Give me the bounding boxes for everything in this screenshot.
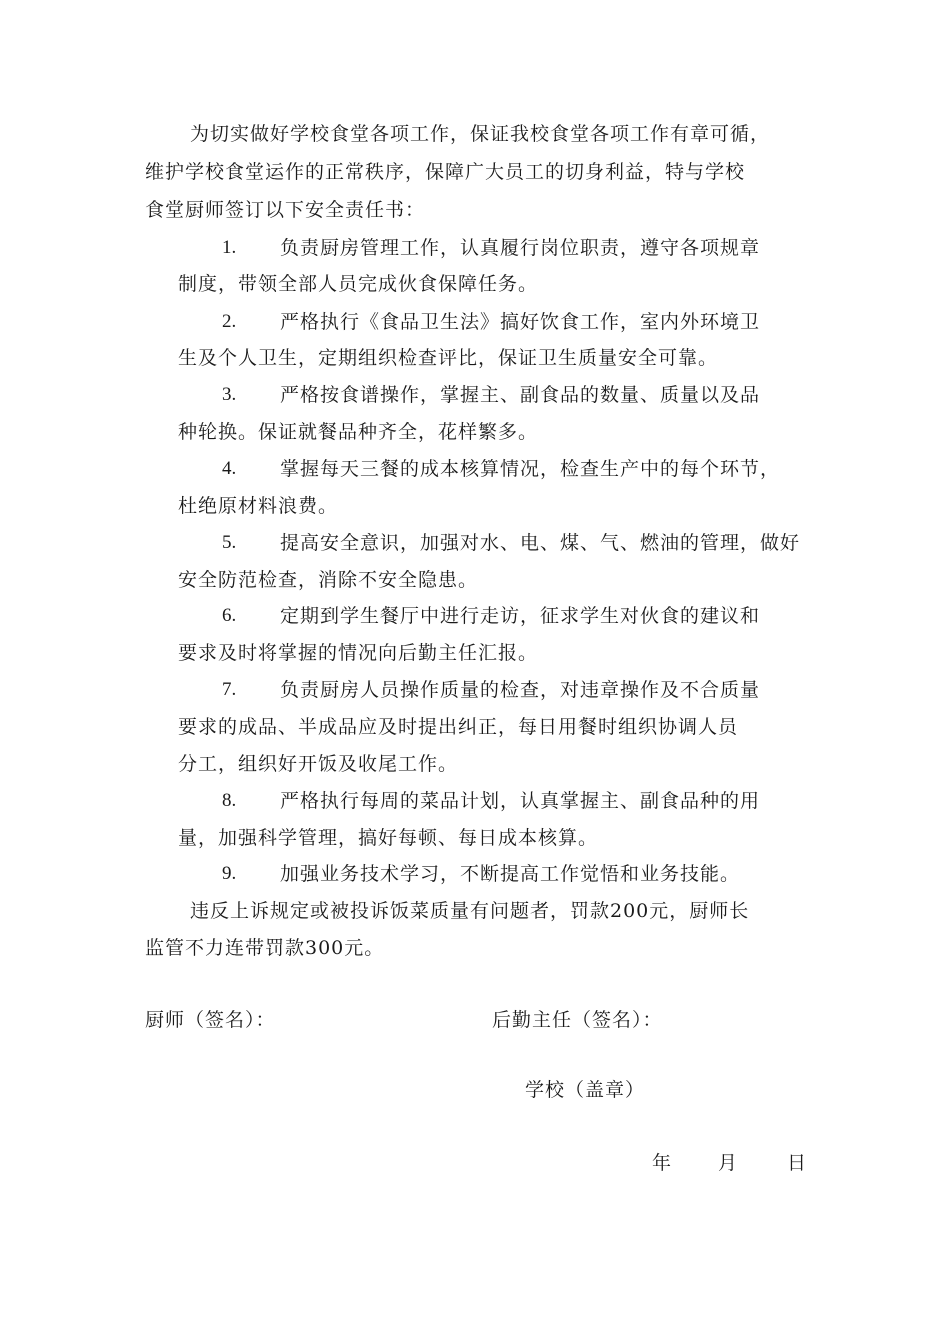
item-1-number: 1. — [222, 237, 237, 258]
intro-line-3: 食堂厨师签订以下安全责任书： — [145, 199, 426, 221]
item-4-number: 4. — [222, 458, 237, 479]
item-9-number: 9. — [222, 863, 237, 884]
item-8-number: 8. — [222, 790, 237, 811]
item-3-number: 3. — [222, 384, 237, 405]
chef-signature-label: 厨师（签名）： — [145, 1009, 276, 1031]
item-1-line-2: 制度，带领全部人员完成伙食保障任务。 — [178, 273, 539, 295]
item-3-line-1: 严格按食谱操作，掌握主、副食品的数量、质量以及品 — [280, 384, 761, 406]
item-5-number: 5. — [222, 532, 237, 553]
item-2-line-1: 严格执行《食品卫生法》搞好饮食工作，室内外环境卫 — [280, 311, 761, 333]
date-day-label: 日 — [787, 1152, 808, 1174]
item-9-line-1: 加强业务技术学习，不断提高工作觉悟和业务技能。 — [280, 863, 741, 885]
date-year-label: 年 — [652, 1152, 673, 1174]
item-6-number: 6. — [222, 605, 237, 626]
penalty-line-1: 违反上诉规定或被投诉饭菜质量有问题者，罚款200元，厨师长 — [190, 900, 750, 922]
item-8-line-2: 量，加强科学管理，搞好每顿、每日成本核算。 — [178, 827, 599, 849]
item-5-line-1: 提高安全意识，加强对水、电、煤、气、燃油的管理，做好 — [280, 532, 801, 554]
intro-line-1: 为切实做好学校食堂各项工作，保证我校食堂各项工作有章可循， — [190, 123, 771, 145]
item-7-line-3: 分工，组织好开饭及收尾工作。 — [178, 753, 459, 775]
item-2-line-2: 生及个人卫生，定期组织检查评比，保证卫生质量安全可靠。 — [178, 347, 719, 369]
item-6-line-1: 定期到学生餐厅中进行走访，征求学生对伙食的建议和 — [280, 605, 761, 627]
item-5-line-2: 安全防范检查，消除不安全隐患。 — [178, 569, 479, 591]
item-7-line-2: 要求的成品、半成品应及时提出纠正，每日用餐时组织协调人员 — [178, 716, 739, 738]
intro-line-2: 维护学校食堂运作的正常秩序，保障广大员工的切身利益，特与学校 — [145, 161, 746, 183]
item-2-number: 2. — [222, 311, 237, 332]
logistics-director-signature-label: 后勤主任（签名）： — [492, 1009, 663, 1031]
item-8-line-1: 严格执行每周的菜品计划，认真掌握主、副食品种的用 — [280, 790, 761, 812]
item-4-line-2: 杜绝原材料浪费。 — [178, 495, 339, 517]
school-seal-label: 学校（盖章） — [525, 1079, 646, 1101]
item-1-line-1: 负责厨房管理工作，认真履行岗位职责，遵守各项规章 — [280, 237, 761, 259]
item-6-line-2: 要求及时将掌握的情况向后勤主任汇报。 — [178, 642, 539, 664]
item-4-line-1: 掌握每天三餐的成本核算情况，检查生产中的每个环节， — [280, 458, 781, 480]
item-7-line-1: 负责厨房人员操作质量的检查，对违章操作及不合质量 — [280, 679, 761, 701]
penalty-line-2: 监管不力连带罚款300元。 — [145, 937, 385, 959]
date-month-label: 月 — [718, 1152, 739, 1174]
item-7-number: 7. — [222, 679, 237, 700]
item-3-line-2: 种轮换。保证就餐品种齐全，花样繁多。 — [178, 421, 539, 443]
